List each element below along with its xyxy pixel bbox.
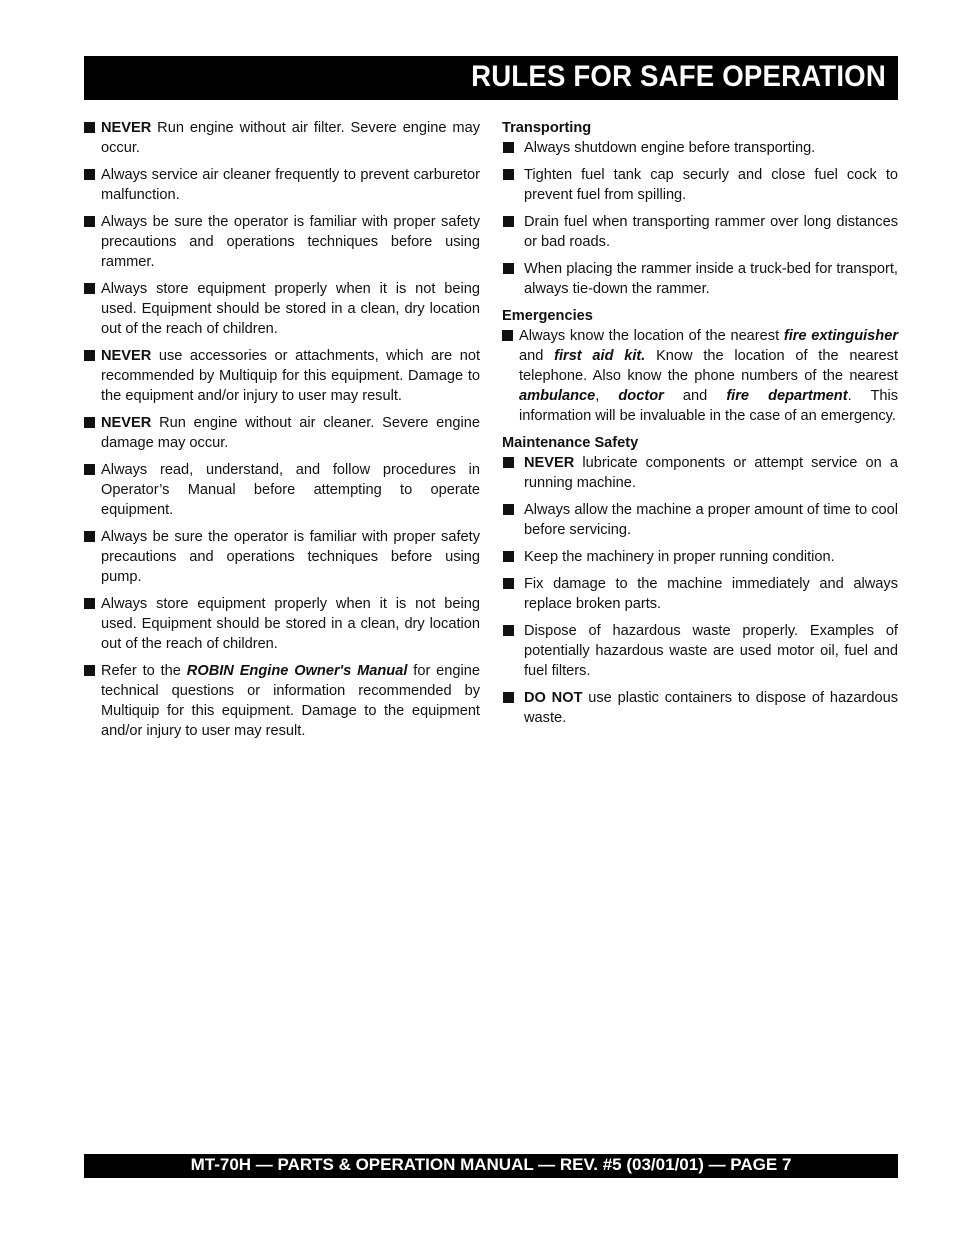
square-bullet-icon (84, 216, 95, 227)
square-bullet-icon (84, 464, 95, 475)
square-bullet-icon (503, 504, 514, 515)
list-item: Always be sure the operator is familiar with proper safety precautions and operations techniques before using rammer. (84, 212, 480, 272)
square-bullet-icon (503, 169, 514, 180)
list-item: When placing the rammer inside a truck-bed for transport, always tie-down the rammer. (502, 259, 898, 299)
section-heading-maintenance: Maintenance Safety (502, 435, 639, 451)
list-item: Always store equipment properly when it is not being used. Equipment should be stored in a clean, dry location out of the reach of children. (84, 594, 480, 654)
list-item: Always service air cleaner frequently to prevent carburetor malfunction. (84, 165, 480, 205)
square-bullet-icon (84, 169, 95, 180)
page-title: RULES FOR SAFE OPERATION (471, 60, 886, 93)
footer-bar (84, 1154, 898, 1178)
list-item: DO NOT use plastic containers to dispose of hazardous waste. (502, 688, 898, 728)
square-bullet-icon (84, 417, 95, 428)
list-item: Always read, understand, and follow procedures in Operator’s Manual before attempting to operate equipment. (84, 460, 480, 520)
section-heading-emergencies: Emergencies (502, 308, 593, 324)
list-item: NEVER Run engine without air filter. Severe engine may occur. (84, 118, 480, 158)
square-bullet-icon (503, 216, 514, 227)
square-bullet-icon (503, 263, 514, 274)
square-bullet-icon (502, 330, 513, 341)
square-bullet-icon (503, 625, 514, 636)
footer-page-info: MT-70H — PARTS & OPERATION MANUAL — REV. #5 (03/01/01) — PAGE 7 (190, 1155, 792, 1174)
list-item: Dispose of hazardous waste properly. Examples of potentially hazardous waste are used motor oil, fuel and fuel filters. (502, 621, 898, 681)
left-column (84, 118, 480, 748)
list-item: Refer to the ROBIN Engine Owner's Manual for engine technical questions or information recommended by Multiquip for this equipment. Damage to the equipment and/or injury to user may result. (84, 661, 480, 741)
square-bullet-icon (84, 598, 95, 609)
square-bullet-icon (84, 350, 95, 361)
list-item: Always store equipment properly when it is not being used. Equipment should be stored in a clean, dry location out of the reach of children. (84, 279, 480, 339)
list-item: Drain fuel when transporting rammer over long distances or bad roads. (502, 212, 898, 252)
list-item: Always allow the machine a proper amount of time to cool before servicing. (502, 500, 898, 540)
square-bullet-icon (84, 665, 95, 676)
section-heading-transporting: Transporting (502, 120, 592, 136)
square-bullet-icon (503, 142, 514, 153)
square-bullet-icon (503, 551, 514, 562)
list-item: Keep the machinery in proper running condition. (502, 547, 898, 567)
header-bar (84, 56, 898, 100)
right-column (502, 118, 898, 735)
square-bullet-icon (84, 283, 95, 294)
list-item: Tighten fuel tank cap securly and close fuel cock to prevent fuel from spilling. (502, 165, 898, 205)
square-bullet-icon (503, 578, 514, 589)
square-bullet-icon (503, 692, 514, 703)
list-item: Fix damage to the machine immediately and always replace broken parts. (502, 574, 898, 614)
square-bullet-icon (84, 122, 95, 133)
list-item: NEVER lubricate components or attempt service on a running machine. (502, 453, 898, 493)
square-bullet-icon (84, 531, 95, 542)
list-item: NEVER Run engine without air cleaner. Severe engine damage may occur. (84, 413, 480, 453)
list-item: Always be sure the operator is familiar with proper safety precautions and operations techniques before using pump. (84, 527, 480, 587)
square-bullet-icon (503, 457, 514, 468)
list-item: NEVER use accessories or attachments, which are not recommended by Multiquip for this equipment. Damage to the equipment and/or injury to user may result. (84, 346, 480, 406)
list-item: Always know the location of the nearest fire extinguisher and first aid kit. Know the location of the nearest telephone. Also know the phone numbers of the nearest ambulance, doctor and fire department. This information will be invaluable in the case of an emergency. (502, 326, 898, 426)
list-item: Always shutdown engine before transporting. (502, 138, 898, 158)
